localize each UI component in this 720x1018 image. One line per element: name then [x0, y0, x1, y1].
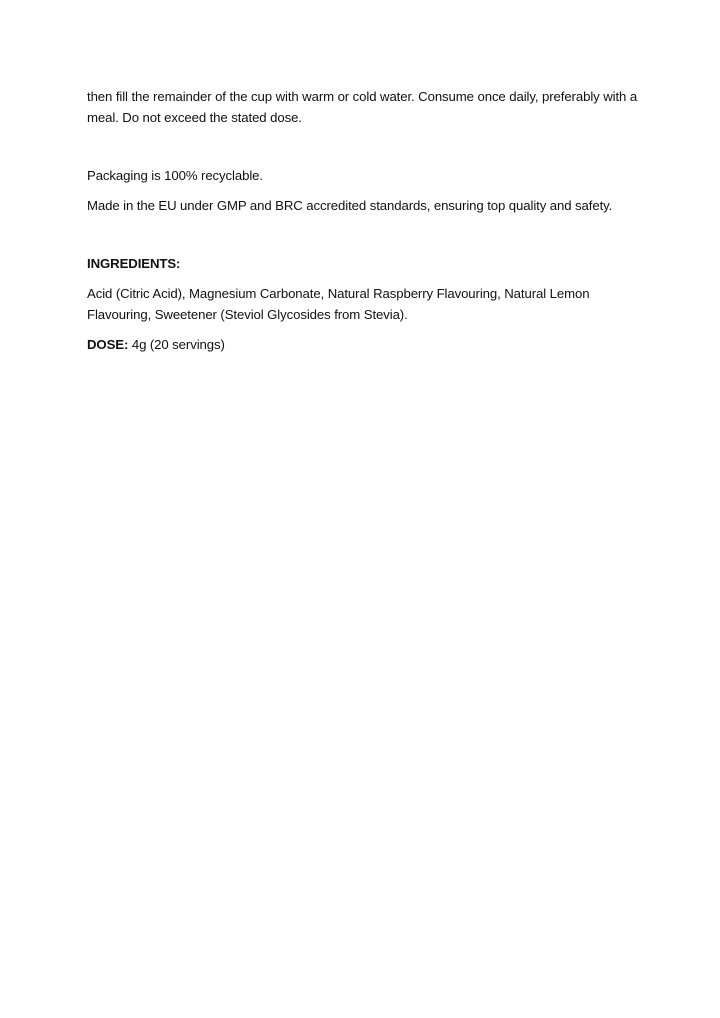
document-page	[87, 86, 647, 355]
packaging-note: Packaging is 100% recyclable.	[87, 168, 263, 183]
dose-label: DOSE:	[87, 337, 129, 352]
dose-line	[87, 334, 647, 355]
manufacturing-note: Made in the EU under GMP and BRC accredited standards, ensuring top quality and safety.	[87, 198, 613, 213]
dose-value: 4g (20 servings)	[128, 337, 225, 352]
usage-instructions: then fill the remainder of the cup with warm or cold water. Consume once daily, preferably with a meal. Do not exceed the stated dose.	[87, 89, 638, 125]
ingredients-heading: INGREDIENTS:	[87, 256, 181, 271]
ingredients-list: Acid (Citric Acid), Magnesium Carbonate, Natural Raspberry Flavouring, Natural Lemon Flavouring, Sweetener (Steviol Glycosides from Stevia).	[87, 286, 590, 322]
